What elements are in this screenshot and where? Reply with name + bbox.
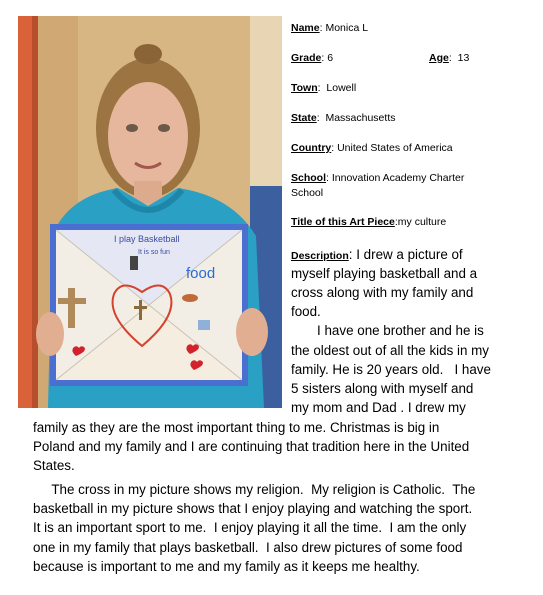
description-line: family as they are the most important thing to me. Christmas is big in bbox=[33, 420, 440, 435]
description-line: family. He is 20 years old. I have bbox=[291, 362, 491, 377]
description-line: myself playing basketball and a bbox=[291, 266, 478, 281]
grade-field: Grade: 6 bbox=[291, 52, 334, 64]
description-line: Poland and my family and I are continuing that tradition here in the United bbox=[33, 439, 470, 454]
description-line: because is important to me and my family as it keeps me healthy. bbox=[33, 559, 420, 574]
title-value: my culture bbox=[397, 216, 447, 228]
artwork-heading: I play Basketball bbox=[114, 234, 180, 244]
description-label: Description bbox=[291, 250, 349, 262]
grade-value: 6 bbox=[327, 52, 334, 64]
description-line: 5 sisters along with myself and bbox=[291, 381, 474, 396]
description-line: States. bbox=[33, 458, 75, 473]
description-line: food. bbox=[291, 304, 321, 319]
description-line: my mom and Dad . I drew my bbox=[291, 400, 466, 415]
school-label: School bbox=[291, 172, 327, 184]
description-line: I drew a picture of bbox=[356, 247, 463, 262]
school-value-line-1: Innovation Academy Charter bbox=[331, 172, 465, 184]
description-line: basketball in my picture shows that I enjoy playing and watching the sport. bbox=[33, 501, 473, 516]
age-field: Age: 13 bbox=[429, 52, 470, 64]
description-line: one in my family that plays basketball. I also drew pictures of some food bbox=[33, 540, 463, 555]
photo-illustration bbox=[18, 16, 282, 408]
description-line: It is an important sport to me. I enjoy playing it all the time. I am the only bbox=[33, 520, 467, 535]
description-line: cross along with my family and bbox=[291, 285, 474, 300]
town-field: Town: Lowell bbox=[291, 82, 357, 94]
artwork-food-label: food bbox=[186, 265, 216, 282]
country-value: United States of America bbox=[337, 142, 453, 154]
age-value: 13 bbox=[457, 52, 470, 64]
state-label: State bbox=[291, 112, 317, 124]
artwork-subheading: It is so fun bbox=[138, 249, 170, 256]
name-label: Name bbox=[291, 22, 320, 34]
school-field-continued bbox=[291, 186, 323, 201]
name-value: Monica L bbox=[325, 22, 369, 34]
grade-label: Grade bbox=[291, 52, 322, 64]
age-label: Age bbox=[429, 52, 449, 64]
town-label: Town bbox=[291, 82, 318, 94]
description-line: the oldest out of all the kids in my bbox=[291, 343, 489, 358]
country-label: Country bbox=[291, 142, 332, 154]
title-label: Title of this Art Piece bbox=[291, 216, 395, 228]
state-value: Massachusetts bbox=[325, 112, 396, 124]
title-field: Title of this Art Piece:my culture bbox=[291, 216, 447, 228]
town-value: Lowell bbox=[326, 82, 357, 94]
state-field: State: Massachusetts bbox=[291, 112, 396, 124]
description-line: The cross in my picture shows my religion. My religion is Catholic. The bbox=[33, 482, 476, 497]
school-field: School: Innovation Academy Charter bbox=[291, 172, 465, 184]
description-first-line: Description: I drew a picture of bbox=[291, 247, 463, 262]
name-field: Name: Monica L bbox=[291, 22, 369, 34]
student-photo bbox=[18, 16, 282, 408]
artwork-paper bbox=[50, 224, 248, 386]
country-field: Country: United States of America bbox=[291, 142, 453, 154]
school-value-line-2: School bbox=[291, 187, 324, 199]
description-line: I have one brother and he is bbox=[291, 323, 484, 338]
